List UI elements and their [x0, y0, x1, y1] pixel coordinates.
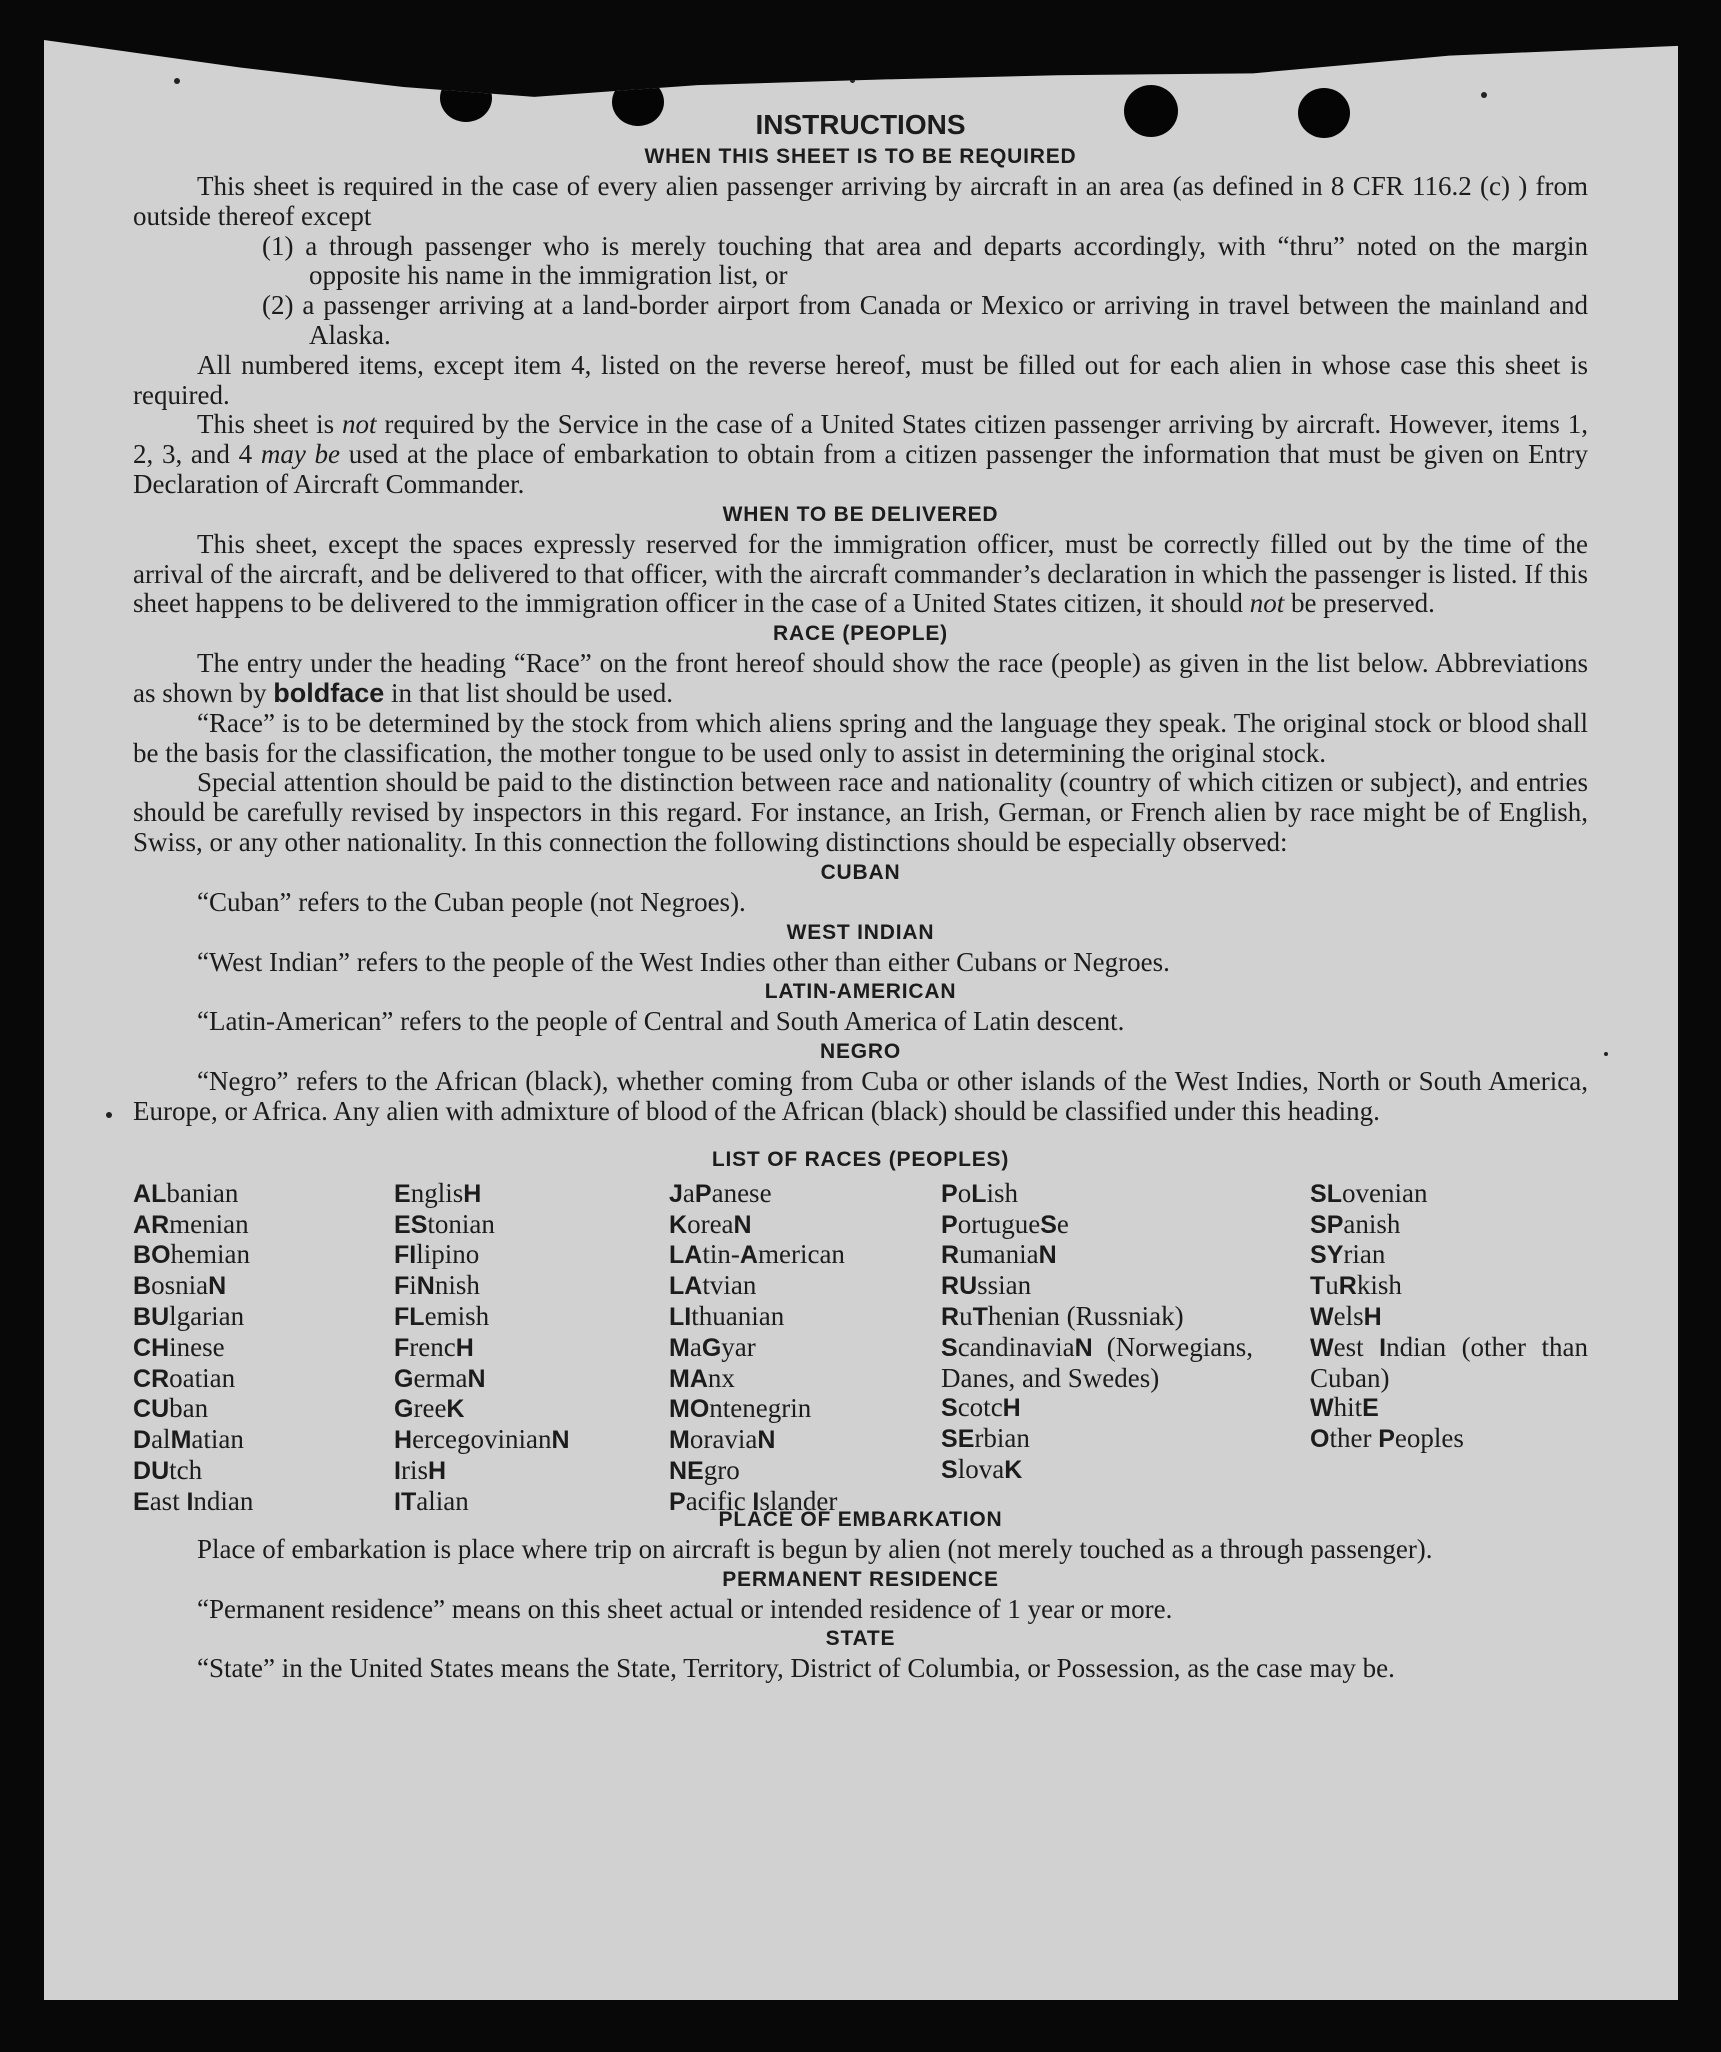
race-entry: ARmenian [133, 1208, 249, 1239]
race-entry: HercegovinianN [394, 1424, 570, 1455]
race-entry: PoLish [941, 1177, 1018, 1208]
race-column [394, 1179, 659, 1518]
race-entry: CHinese [133, 1331, 225, 1362]
dust-speck [1481, 92, 1487, 98]
text-run: This sheet is [197, 409, 342, 440]
text-run: used at the place of embarkation to obtain from a citizen passenger the information that must be given on Entry Declaration of Aircraft Commander. [133, 439, 1589, 499]
section-heading-race: RACE (PEOPLE) [773, 622, 948, 646]
race-entry: WelsH [1310, 1300, 1382, 1331]
race-entry: LIthuanian [669, 1300, 785, 1331]
race-entry: BOhemian [133, 1239, 251, 1270]
italic-text: not [1249, 588, 1285, 619]
race-entry: GermaN [394, 1362, 486, 1393]
race-entry: MOntenegrin [669, 1393, 812, 1424]
race-entry: WhitE [1310, 1392, 1379, 1423]
race-column [669, 1179, 939, 1518]
race-entry: Other Peoples [1310, 1423, 1464, 1454]
paragraph: “Cuban” refers to the Cuban people (not Negroes). [197, 886, 746, 917]
race-entry: DUtch [133, 1454, 203, 1485]
italic-text: may be [260, 439, 341, 470]
race-entry: FIlipino [394, 1239, 480, 1270]
race-column [1310, 1179, 1588, 1455]
section-heading-state: STATE [825, 1627, 896, 1651]
race-entry: EnglisH [394, 1177, 482, 1208]
race-entry: TuRkish [1310, 1270, 1402, 1301]
race-entry: ITalian [394, 1485, 469, 1516]
text-run: required by the Service in the case of a United States citizen passenger arriving by aircraft. However, items 1, 2, 3, and 4 [133, 409, 1588, 470]
text-run: This sheet, except the spaces expressly reserved for the immigration officer, must be correctly filled out by the time of the arrival of the aircraft, and be delivered to that officer, with the aircraft commander’s declaration in which the passenger is listed. If this sheet happens to be delivered to the immigration officer in the case of a United States citizen, it should [133, 528, 1588, 619]
instructions-body [133, 108, 1588, 1684]
race-entry: ScandinaviaN (Norwegians, Danes, and Swedes) [941, 1331, 1253, 1393]
exception-item: (2) a passenger arriving at a land-border airport from Canada or Mexico or arriving in travel between the mainland and Alaska. [262, 290, 1588, 350]
italic-text: not [341, 409, 377, 440]
race-entry: IrisH [394, 1454, 447, 1485]
race-entry: MAnx [669, 1362, 735, 1393]
race-entry: ScotcH [941, 1392, 1021, 1423]
race-entry: SlovaK [941, 1453, 1023, 1484]
race-entry: GreeK [394, 1393, 465, 1424]
race-entry: CUban [133, 1393, 209, 1424]
race-entry: CRoatian [133, 1362, 236, 1393]
race-entry: RuThenian (Russniak) [941, 1300, 1184, 1331]
paragraph [133, 649, 1588, 709]
section-heading-embarkation: PLACE OF EMBARKATION [718, 1507, 1003, 1531]
race-entry: SLovenian [1310, 1177, 1428, 1208]
section-heading-list-of-races: LIST OF RACES (PEOPLES) [711, 1147, 1010, 1171]
paragraph: Special attention should be paid to the distinction between race and nationality (country of which citizen or subject), and entries should be carefully revised by inspectors in this regard. For instance, an Irish, German, or French alien by race might be of English, Swiss, or any other nationality. In this connection the following distinctions should be especially observed: [133, 767, 1588, 857]
race-column [133, 1179, 388, 1518]
race-entry: LAtin-American [669, 1239, 845, 1270]
race-entry: JaPanese [669, 1177, 772, 1208]
race-entry: NEgro [669, 1454, 740, 1485]
text-run: The entry under the heading “Race” on the front hereof should show the race (people) as given in the list below. Abbreviations as shown by [133, 648, 1588, 708]
race-column [941, 1179, 1253, 1486]
race-entry: ALbanian [133, 1177, 239, 1208]
race-entry: RumaniaN [941, 1239, 1057, 1270]
race-entry: FrencH [394, 1331, 474, 1362]
paragraph: “Permanent residence” means on this sheet actual or intended residence of 1 year or more. [197, 1593, 1173, 1624]
paragraph: “Latin-American” refers to the people of Central and South America of Latin descent. [197, 1006, 1125, 1037]
bold-text: boldface [273, 677, 385, 708]
paragraph: “Race” is to be determined by the stock from which aliens spring and the language they speak. The original stock or blood shall be the basis for the classification, the mother tongue to be used only to assist in determining the original stock. [133, 707, 1588, 768]
section-heading-negro: NEGRO [819, 1040, 901, 1064]
race-entry: DalMatian [133, 1424, 244, 1455]
dust-speck [1604, 1052, 1608, 1056]
dust-speck [850, 78, 855, 83]
paragraph: “State” in the United States means the State, Territory, District of Columbia, or Possession, as the case may be. [197, 1653, 1395, 1684]
section-heading-west-indian: WEST INDIAN [786, 920, 935, 944]
race-entry: EStonian [394, 1208, 495, 1239]
race-entry: BosniaN [133, 1270, 227, 1301]
paragraph [133, 530, 1588, 619]
section-heading-required: WHEN THIS SHEET IS TO BE REQUIRED [644, 145, 1077, 168]
race-entry: LAtvian [669, 1270, 757, 1301]
race-entry: MoraviaN [669, 1424, 776, 1455]
dust-speck [106, 1112, 112, 1118]
race-entry: SYrian [1310, 1239, 1386, 1270]
race-entry: FLemish [394, 1300, 490, 1331]
dust-speck [174, 78, 180, 84]
section-heading-residence: PERMANENT RESIDENCE [722, 1567, 999, 1591]
section-heading-latin-american: LATIN-AMERICAN [764, 980, 957, 1004]
text-run: be preserved. [1284, 588, 1435, 619]
page-title: INSTRUCTIONS [755, 109, 966, 140]
race-entry: SErbian [941, 1423, 1030, 1454]
paragraph: Place of embarkation is place where trip on aircraft is begun by alien (not merely touched as a through passenger). [197, 1533, 1433, 1564]
race-entry: RUssian [941, 1270, 1032, 1301]
race-entry: MaGyar [669, 1331, 756, 1362]
paragraph: All numbered items, except item 4, listed on the reverse hereof, must be filled out for each alien in whose case this sheet is required. [133, 349, 1588, 410]
exception-item: (1) a through passenger who is merely touching that area and departs accordingly, with “thru” noted on the margin opposite his name in the immigration list, or [262, 230, 1588, 291]
section-heading-delivered: WHEN TO BE DELIVERED [722, 502, 999, 526]
paragraph: “West Indian” refers to the people of the West Indies other than either Cubans or Negroes. [197, 946, 1170, 977]
race-entry: Pacific Islander [669, 1485, 838, 1516]
race-entry: PortugueSe [941, 1208, 1069, 1239]
race-entry: East Indian [133, 1485, 254, 1516]
text-run: in that list should be used. [384, 677, 674, 708]
race-entry: West Indian (other than Cuban) [1310, 1331, 1589, 1393]
race-entry: FiNnish [394, 1270, 480, 1301]
race-entry: BUlgarian [133, 1300, 245, 1331]
paragraph: “Negro” refers to the African (black), whether coming from Cuba or other islands of the West Indies, North or South America, Europe, or Africa. Any alien with admixture of blood of the African (black) should be classified under this heading. [133, 1066, 1588, 1126]
race-entry: SPanish [1310, 1208, 1401, 1239]
section-heading-cuban: CUBAN [820, 860, 901, 884]
paragraph: This sheet is required in the case of every alien passenger arriving by aircraft in an area (as defined in 8 CFR 116.2 (c) ) from outside thereof except [133, 171, 1588, 231]
race-list [133, 1177, 1589, 1516]
paragraph [133, 410, 1588, 499]
race-entry: KoreaN [669, 1208, 752, 1239]
